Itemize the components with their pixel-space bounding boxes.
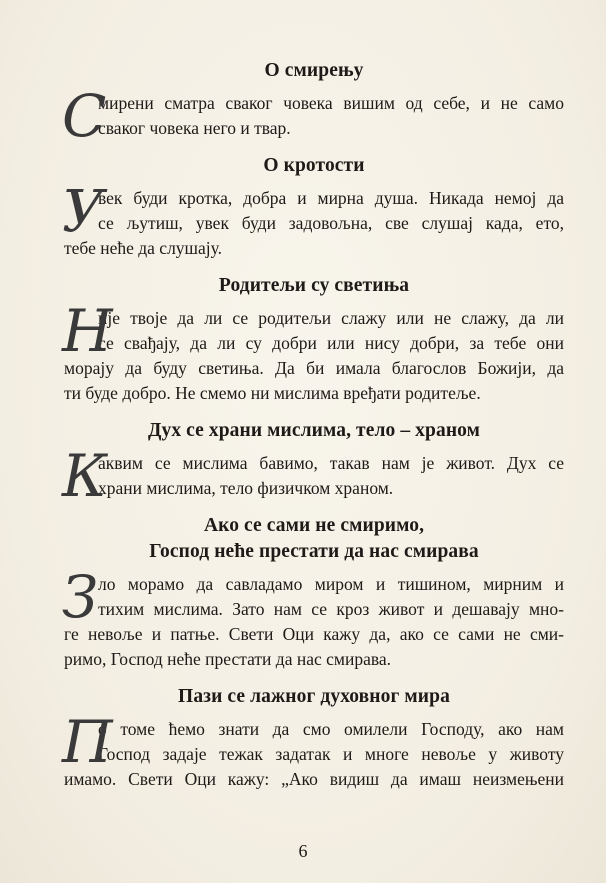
text-line: ије твоје да ли се родитељи слажу или не слажу, да ли [98, 308, 564, 328]
section-title: Родитељи су светиња [218, 275, 410, 296]
section-title: О смирењу [264, 60, 364, 81]
section-title: О кротости [263, 155, 365, 176]
section-title-line: Господ неће престати да нас смирава [149, 541, 479, 562]
text-line: морају да буду светиња. Да би имала благослов Божији, да [64, 358, 564, 378]
section-false-peace [64, 684, 564, 792]
drop-cap: У [62, 177, 104, 245]
paragraph [62, 82, 564, 150]
text-line: имамо. Свети Оци кажу: „Ако видиш да имаш неизмењени [64, 769, 564, 789]
text-line: ло морамо да савладамо миром и тишином, мирним и [98, 574, 564, 594]
section-spirit-food [62, 418, 564, 510]
section-parents [64, 273, 564, 406]
section-humbling [64, 513, 564, 672]
section-title [64, 513, 564, 565]
text-line: ти буде добро. Не смемо ни мислима вређати родитеље. [64, 383, 481, 403]
paragraph [62, 708, 564, 792]
text-line: тебе неће да слушају. [64, 238, 223, 258]
page-content [64, 58, 564, 804]
page-number: 6 [298, 841, 308, 861]
section-title: Пази се лажног духовног мира [178, 686, 450, 707]
drop-cap: Н [62, 297, 113, 365]
text-line: аквим се мислима бавимо, такав нам је живот. Дух се [98, 453, 564, 473]
paragraph [62, 563, 564, 672]
text-line: век буди кротка, добра и мирна душа. Никада немој да [98, 188, 564, 208]
text-line: мирени сматра сваког човека вишим од себе, и не само [98, 93, 564, 113]
section-title: Дух се храни мислима, тело – храном [147, 420, 481, 441]
text-line: римо, Господ неће престати да нас смирава. [64, 649, 392, 669]
section-title-line: Ако се сами не смиримо, [203, 515, 425, 536]
text-line: Господ задаје тежак задатак и многе невоље у животу [98, 744, 564, 764]
text-line: се свађају, да ли су добри или нису добри, за тебе они [98, 333, 564, 353]
section-humility [62, 58, 564, 150]
text-line: ге невоље и патње. Свети Оци кажу да, ако се сами не сми- [64, 624, 564, 644]
text-line: сваког човека него и твар. [98, 118, 291, 138]
paragraph [62, 297, 564, 406]
text-line: о томе ћемо знати да смо омилели Господу, ако нам [98, 719, 564, 739]
drop-cap: П [62, 708, 113, 776]
drop-cap: З [62, 563, 99, 631]
drop-cap: К [62, 442, 107, 510]
drop-cap: С [62, 82, 107, 150]
text-line: храни мислима, тело физичком храном. [98, 478, 394, 498]
text-line: се љутиш, увек буди задовољна, све слушај када, ето, [98, 213, 564, 233]
section-meekness [64, 153, 564, 261]
paragraph [62, 442, 564, 510]
text-line: тихим мислима. Зато нам се кроз живот и дешавају мно- [98, 599, 564, 619]
paragraph [62, 177, 564, 261]
